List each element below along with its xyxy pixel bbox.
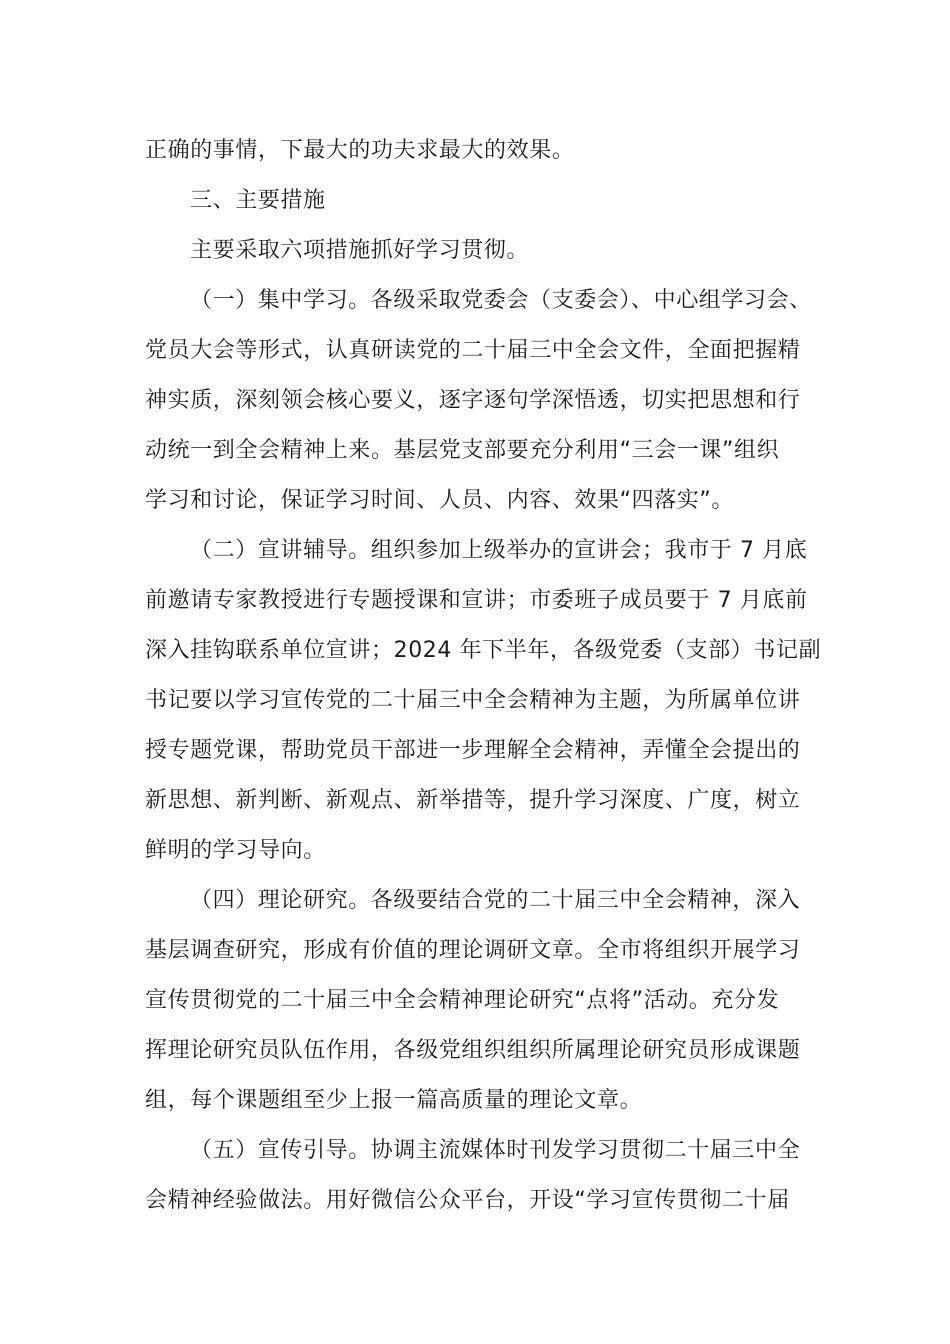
text-line: 书记要以学习宣传党的二十届三中全会精神为主题，为所属单位讲 [145, 688, 801, 713]
text-line: 党员大会等形式，认真研读党的二十届三中全会文件，全面把握精 [145, 338, 801, 363]
text-line: 正确的事情，下最大的功夫求最大的效果。 [145, 138, 575, 163]
text-line: 组，每个课题组至少上报一篇高质量的理论文章。 [145, 1088, 643, 1113]
text-line: 授专题党课，帮助党员干部进一步理解全会精神，弄懂全会提出的 [145, 738, 801, 763]
text-line: 主要采取六项措施抓好学习贯彻。 [190, 238, 530, 263]
text-line: 动统一到全会精神上来。基层党支部要充分利用“三会一课”组织 [145, 438, 780, 463]
text-line: 基层调查研究，形成有价值的理论调研文章。全市将组织开展学习 [145, 938, 801, 963]
section-heading: 三、主要措施 [190, 188, 326, 213]
text-line: 宣传贯彻党的二十届三中全会精神理论研究“点将”活动。充分发 [145, 988, 780, 1013]
text-line: 神实质，深刻领会核心要义，逐字逐句学深悟透，切实把思想和行 [145, 388, 801, 413]
text-line: 学习和讨论，保证学习时间、人员、内容、效果“四落实”。 [145, 488, 734, 513]
paragraph-first-line: （五）宣传引导。协调主流媒体时刊发学习贯彻二十届三中全 [190, 1138, 801, 1163]
text-line: 会精神经验做法。用好微信公众平台，开设“学习宣传贯彻二十届 [145, 1188, 790, 1213]
text-line: 鲜明的学习导向。 [145, 838, 326, 863]
paragraph-first-line: （一）集中学习。各级采取党委会（支委会）、中心组学习会、 [190, 288, 812, 313]
text-line: 新思想、新判断、新观点、新举措等，提升学习深度、广度，树立 [145, 788, 801, 813]
paragraph-first-line: （四）理论研究。各级要结合党的二十届三中全会精神，深入 [190, 888, 801, 913]
text-line: 深入挂钩联系单位宣讲；2024 年下半年，各级党委（支部）书记副 [145, 638, 822, 663]
paragraph-first-line: （二）宣讲辅导。组织参加上级举办的宣讲会；我市于 7 月底 [190, 538, 808, 563]
text-line: 前邀请专家教授进行专题授课和宣讲；市委班子成员要于 7 月底前 [145, 588, 808, 613]
text-line: 挥理论研究员队伍作用，各级党组织组织所属理论研究员形成课题 [145, 1038, 801, 1063]
